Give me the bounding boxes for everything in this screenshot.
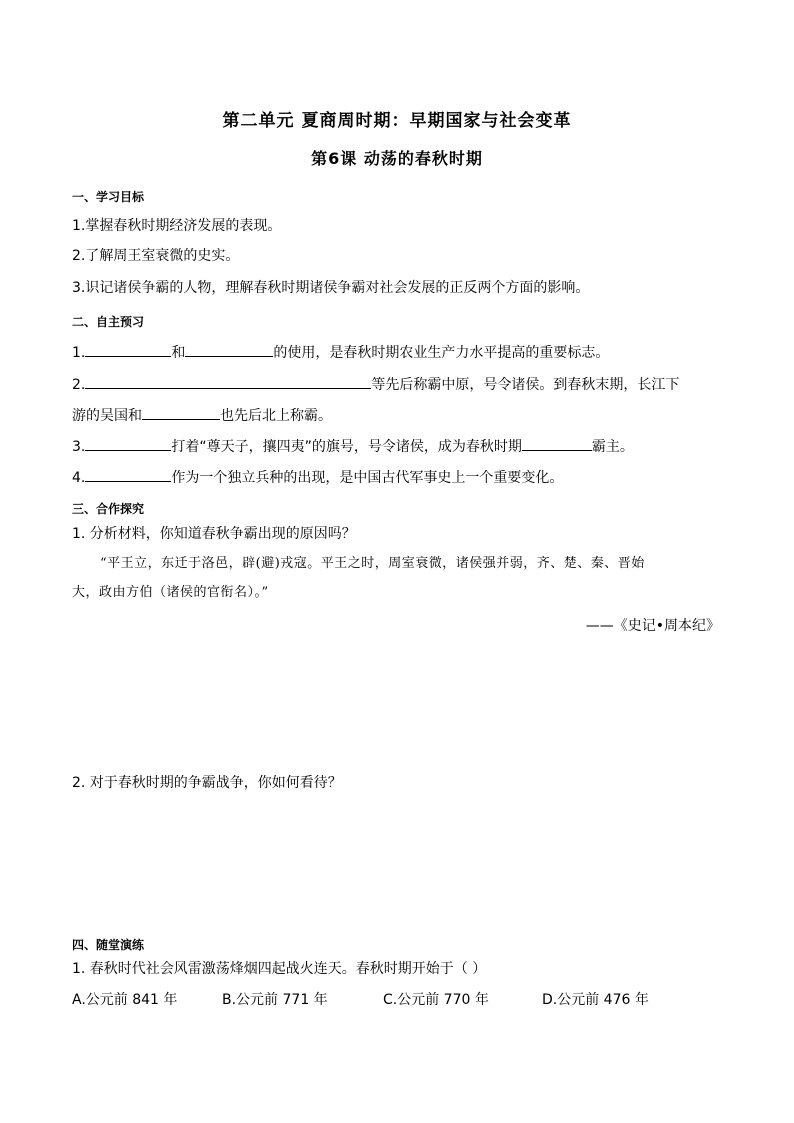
preview-question-3 — [72, 435, 634, 457]
question-text: 也先后北上称霸。 — [220, 408, 332, 424]
question-text: 打着“尊天子，攘四夷”的旗号，号令诸侯，成为春秋时期 — [171, 439, 522, 455]
option-a[interactable]: A.公元前 841 年 — [72, 992, 178, 1008]
explore-question-2: 2. 对于春秋时期的争霸战争，你如何看待？ — [72, 775, 342, 791]
question-text: 的使用，是春秋时期农业生产力水平提高的重要标志。 — [273, 345, 610, 361]
objective-item: 1.掌握春秋时期经济发展的表现。 — [72, 218, 282, 234]
preview-question-1 — [72, 341, 609, 363]
section-heading-preview: 二、自主预习 — [72, 315, 145, 329]
objective-item: 2.了解周王室衰微的史实。 — [72, 248, 240, 264]
question-text: 等先后称霸中原，号令诸侯。到春秋末期，长江下 — [371, 377, 680, 393]
fill-blank[interactable] — [85, 373, 371, 389]
section-heading-practice: 四、随堂演练 — [72, 938, 145, 952]
option-c[interactable]: C.公元前 770 年 — [383, 992, 489, 1008]
section-heading-objectives: 一、学习目标 — [72, 190, 145, 204]
quote-source: ——《史记•周本纪》 — [585, 618, 720, 634]
practice-question-1: 1. 春秋时代社会风雷激荡烽烟四起战火连天。春秋时期开始于（ ） — [72, 961, 487, 977]
question-number: 2. — [72, 377, 86, 393]
fill-blank[interactable] — [85, 341, 171, 357]
fill-blank[interactable] — [85, 435, 171, 451]
explore-question-1: 1. 分析材料，你知道春秋争霸出现的原因吗？ — [72, 526, 356, 542]
question-number: 3. — [72, 439, 86, 455]
question-text: 霸主。 — [591, 439, 634, 455]
question-text: 和 — [171, 345, 186, 361]
preview-question-4 — [72, 466, 563, 488]
option-b[interactable]: B.公元前 771 年 — [222, 992, 328, 1008]
objective-item: 3.识记诸侯争霸的人物，理解春秋时期诸侯争霸对社会发展的正反两个方面的影响。 — [72, 280, 590, 296]
question-text: 作为一个独立兵种的出现，是中国古代军事史上一个重要变化。 — [171, 470, 564, 486]
preview-question-2-continued — [72, 404, 332, 426]
section-heading-explore: 三、合作探究 — [72, 502, 145, 516]
fill-blank[interactable] — [85, 466, 171, 482]
unit-title: 第二单元 夏商周时期：早期国家与社会变革 — [222, 111, 572, 131]
quote-text: “平王立，东迁于洛邑，辟(避)戎寇。平王之时，周室衰微，诸侯强并弱，齐、楚、秦、晋始 — [100, 556, 645, 571]
fill-blank[interactable] — [185, 341, 273, 357]
lesson-title: 第6课 动荡的春秋时期 — [311, 149, 483, 168]
fill-blank[interactable] — [142, 404, 220, 420]
question-text: 游的吴国和 — [72, 408, 142, 424]
question-number: 4. — [72, 470, 86, 486]
option-d[interactable]: D.公元前 476 年 — [542, 992, 649, 1008]
fill-blank[interactable] — [522, 435, 592, 451]
question-number: 1. — [72, 345, 86, 361]
preview-question-2 — [72, 373, 679, 395]
quote-text: 大，政由方伯（诸侯的官衔名）。” — [72, 585, 269, 600]
